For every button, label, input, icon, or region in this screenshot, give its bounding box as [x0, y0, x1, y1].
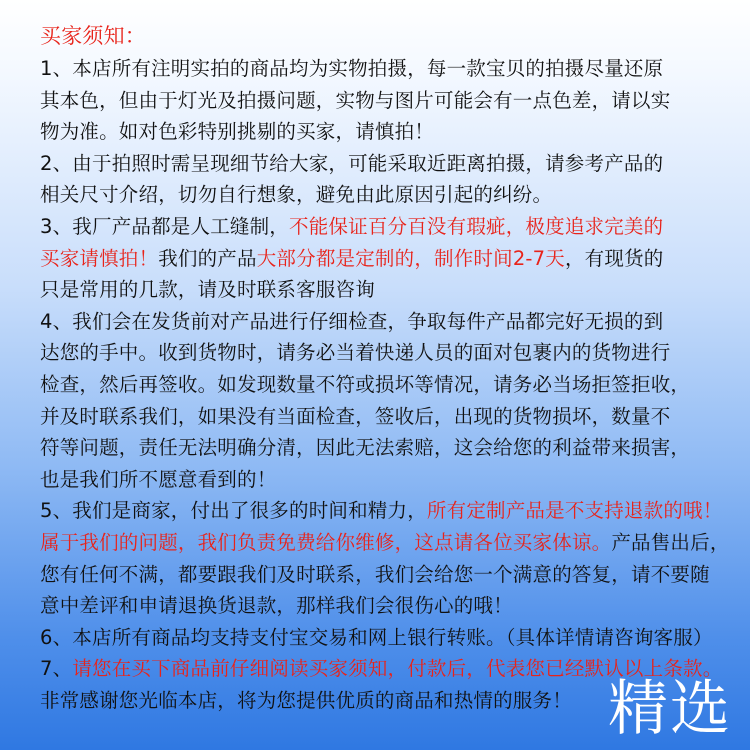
notice-line — [40, 369, 740, 401]
notice-line — [40, 243, 740, 275]
highlight-text: 大部分都是定制的，制作时间2-7天 — [256, 246, 565, 270]
notice-line — [40, 527, 740, 559]
featured-stamp: 精选 — [608, 674, 732, 744]
notice-line — [40, 337, 740, 369]
body-text: 符等问题，责任无法明确分清，因此无法索赔，这会给您的利益带来损害， — [40, 436, 691, 460]
highlight-text: 属于我们的问题，我们负责免费给你维修，这点请各位买家体谅。 — [40, 530, 612, 554]
body-text: 我们的产品 — [158, 246, 257, 270]
body-text: 并及时联系我们，如果没有当面检查，签收后，出现的货物损坏，数量不 — [40, 404, 671, 428]
notice-line — [40, 306, 740, 338]
body-text: 非常感谢您光临本店，将为您提供优质的商品和热情的服务！ — [40, 688, 572, 712]
highlight-text: 请您在买下商品前仔细阅读买家须知，付款后，代表您已经默认以上条款。 — [72, 657, 723, 681]
body-text: 1、本店所有注明实拍的商品均为实物拍摄，每一款宝贝的拍摄尽量还原 — [40, 57, 664, 80]
notice-line — [40, 401, 740, 433]
notice-line — [40, 211, 740, 243]
notice-line — [40, 53, 740, 85]
notice-line — [40, 622, 740, 654]
notice-line — [40, 148, 740, 180]
notice-line — [40, 590, 740, 622]
notice-line — [40, 464, 740, 496]
body-text: 3、我厂产品都是人工缝制， — [40, 214, 290, 238]
body-text: 6、本店所有商品均支持支付宝交易和网上银行转账。（具体详情请咨询客服） — [40, 625, 713, 649]
notice-body — [40, 53, 740, 716]
body-text: 其本色，但由于灯光及拍摄问题，实物与图片可能会有一点色差，请以实 — [40, 88, 671, 112]
notice-line — [40, 559, 740, 591]
buyer-notice — [40, 20, 740, 716]
notice-line — [40, 85, 740, 117]
notice-title: 买家须知： — [40, 24, 146, 48]
body-text: 物为准。如对色彩特别挑剔的买家，请慎拍！ — [40, 120, 435, 144]
body-text: 7、 — [40, 657, 73, 681]
body-text: 只是常用的几款，请及时联系客服咨询 — [40, 278, 375, 302]
notice-line — [40, 432, 740, 464]
notice-line — [40, 495, 740, 527]
highlight-text: 不能保证百分百没有瑕疵，极度追求完美的 — [289, 214, 664, 238]
body-text: 检查，然后再签收。如发现数量不符或损坏等情况，请务必当场拒签拒收， — [40, 372, 691, 396]
body-text: 也是我们所不愿意看到的！ — [40, 467, 277, 491]
body-text: ，有现货的 — [564, 246, 664, 270]
body-text: 5、我们是商家，付出了很多的时间和精力， — [40, 499, 427, 523]
body-text: 达您的手中。收到货物时，请务必当着快递人员的面对包裹内的货物进行 — [40, 341, 671, 365]
body-text: 4、我们会在发货前对产品进行仔细检查，争取每件产品都完好无损的到 — [40, 309, 664, 333]
body-text: 您有任何不满，都要跟我们及时联系，我们会给您一个满意的答复，请不要随 — [40, 562, 710, 586]
body-text: 2、由于拍照时需呈现细节给大家，可能采取近距离拍摄，请参考产品的 — [40, 151, 664, 175]
notice-line — [40, 179, 740, 211]
notice-line — [40, 116, 740, 148]
body-text: 产品售出后， — [611, 530, 730, 554]
notice-line — [40, 274, 740, 306]
highlight-text: 买家请慎拍！ — [40, 246, 159, 270]
body-text: 相关尺寸介绍，切勿自行想象，避免由此原因引起的纠纷。 — [40, 183, 553, 207]
highlight-text: 所有定制产品是不支持退款的哦！ — [426, 499, 723, 523]
body-text: 意中差评和申请退换货退款，那样我们会很伤心的哦！ — [40, 594, 513, 618]
